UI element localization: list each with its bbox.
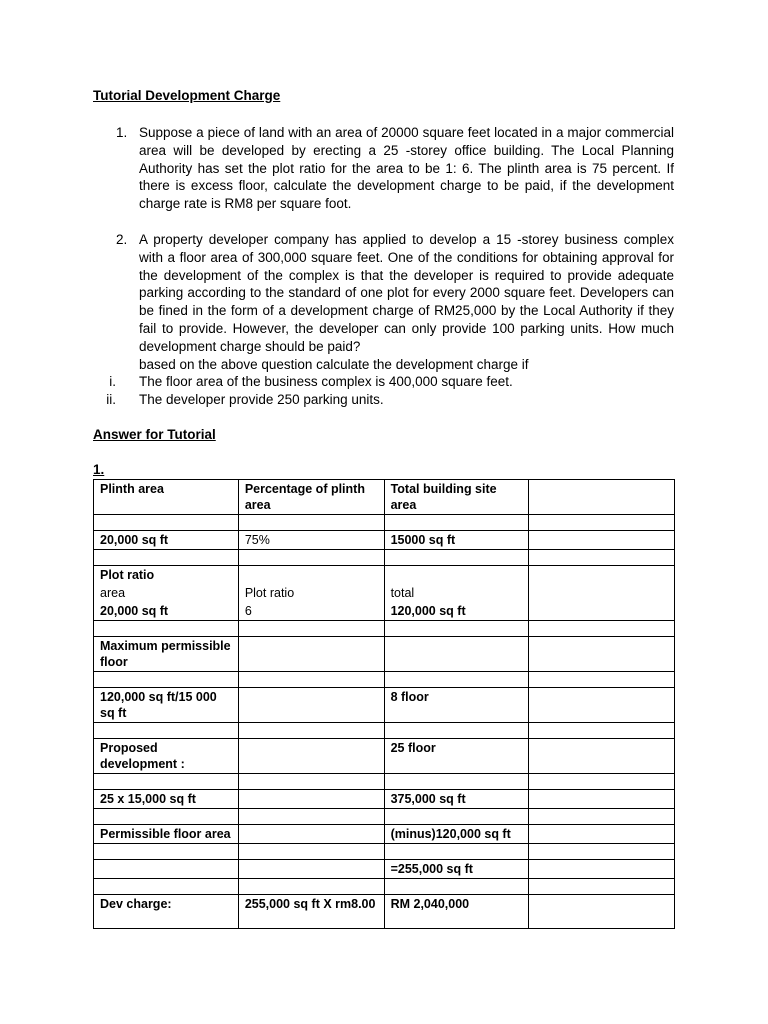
table-cell bbox=[238, 739, 384, 774]
table-cell bbox=[384, 879, 529, 895]
table-cell: Proposed development : bbox=[94, 739, 239, 774]
table-cell bbox=[529, 739, 675, 774]
table-cell bbox=[529, 531, 675, 550]
table-cell bbox=[529, 860, 675, 879]
table-cell bbox=[384, 550, 529, 566]
table-cell bbox=[238, 860, 384, 879]
table-cell bbox=[238, 621, 384, 637]
table-cell bbox=[94, 515, 239, 531]
table-cell bbox=[94, 774, 239, 790]
table-cell bbox=[529, 844, 675, 860]
table-cell: 120,000 sq ft/15 000 sq ft bbox=[94, 688, 239, 723]
table-cell bbox=[384, 774, 529, 790]
table-row bbox=[94, 688, 675, 723]
table-cell bbox=[238, 790, 384, 809]
table-row bbox=[94, 895, 675, 929]
table-cell bbox=[238, 723, 384, 739]
table-row bbox=[94, 860, 675, 879]
table-cell bbox=[529, 550, 675, 566]
table-cell bbox=[238, 825, 384, 844]
question-number: 1. bbox=[116, 125, 128, 140]
answer-number: 1. bbox=[93, 462, 105, 477]
table-cell bbox=[384, 515, 529, 531]
table-cell bbox=[238, 515, 384, 531]
question-text bbox=[139, 124, 674, 213]
table-cell: 8 floor bbox=[384, 688, 529, 723]
table-cell: Plinth area bbox=[94, 480, 239, 515]
table-cell bbox=[238, 550, 384, 566]
table-row bbox=[94, 825, 675, 844]
table-cell bbox=[94, 550, 239, 566]
table-row bbox=[94, 621, 675, 637]
table-row bbox=[94, 723, 675, 739]
question-text bbox=[139, 231, 674, 373]
table-cell: 375,000 sq ft bbox=[384, 790, 529, 809]
table-cell bbox=[94, 621, 239, 637]
table-cell bbox=[529, 672, 675, 688]
table-cell bbox=[94, 672, 239, 688]
table-row bbox=[94, 531, 675, 550]
table-cell bbox=[384, 621, 529, 637]
table-cell bbox=[529, 621, 675, 637]
table-cell: Plot ratio bbox=[238, 584, 384, 602]
table-cell bbox=[94, 844, 239, 860]
table-row bbox=[94, 584, 675, 602]
table-cell: =255,000 sq ft bbox=[384, 860, 529, 879]
table-cell bbox=[529, 774, 675, 790]
table-cell: Dev charge: bbox=[94, 895, 239, 929]
table-row bbox=[94, 637, 675, 672]
table-cell: Permissible floor area bbox=[94, 825, 239, 844]
table-cell: 120,000 sq ft bbox=[384, 602, 529, 621]
table-cell: 20,000 sq ft bbox=[94, 602, 239, 621]
table-cell bbox=[238, 809, 384, 825]
table-cell: 25 floor bbox=[384, 739, 529, 774]
table-row bbox=[94, 879, 675, 895]
table-cell bbox=[384, 672, 529, 688]
table-cell: Total building site area bbox=[384, 480, 529, 515]
table-cell: 20,000 sq ft bbox=[94, 531, 239, 550]
table-row bbox=[94, 480, 675, 515]
table-cell bbox=[94, 879, 239, 895]
table-cell bbox=[529, 637, 675, 672]
table-cell bbox=[94, 723, 239, 739]
table-cell bbox=[529, 895, 675, 929]
table-cell: Plot ratio bbox=[94, 566, 239, 585]
table-cell: 255,000 sq ft X rm8.00 bbox=[238, 895, 384, 929]
page-title: Tutorial Development Charge bbox=[93, 88, 281, 103]
table-cell bbox=[529, 723, 675, 739]
table-cell bbox=[529, 879, 675, 895]
table-row bbox=[94, 790, 675, 809]
subitem-number: i. bbox=[109, 374, 116, 389]
question-1-text: Suppose a piece of land with an area of 20000 square feet located in a major commercial area will be developed by erecting a 25 -storey office building. The Local Planning Authority has set the plot ratio for the area to be 1: 6. The plinth area is 75 percent. If there is excess floor, calculate the development charge to be paid, if the development charge rate is RM8 per square foot. bbox=[139, 125, 674, 212]
question-2-followup: based on the above question calculate the development charge if bbox=[139, 356, 529, 372]
table-cell: Percentage of plinth area bbox=[238, 480, 384, 515]
table-row bbox=[94, 566, 675, 585]
table-row bbox=[94, 672, 675, 688]
question-2-text: A property developer company has applied to develop a 15 -storey business complex with a floor area of 300,000 square feet. One of the conditions for obtaining approval for the development of the complex is that the developer is required to provide adequate parking according to the standard of one plot for every 2000 square feet. Developers can be fined in the form of a development charge of RM25,000 by the Local Authority if they fail to provide. However, the developer can only provide 100 parking units. How much development charge should be paid? bbox=[139, 232, 674, 354]
table-cell bbox=[384, 809, 529, 825]
table-cell bbox=[238, 844, 384, 860]
table-row bbox=[94, 602, 675, 621]
table-cell: 75% bbox=[238, 531, 384, 550]
table-cell bbox=[238, 566, 384, 585]
table-cell bbox=[94, 860, 239, 879]
table-cell: (minus)120,000 sq ft bbox=[384, 825, 529, 844]
table-cell bbox=[384, 637, 529, 672]
table-row bbox=[94, 739, 675, 774]
table-cell: Maximum permissible floor bbox=[94, 637, 239, 672]
table-cell bbox=[384, 844, 529, 860]
answer-heading: Answer for Tutorial bbox=[93, 427, 216, 442]
table-cell bbox=[529, 688, 675, 723]
table-cell bbox=[529, 790, 675, 809]
table-cell bbox=[238, 637, 384, 672]
table-cell: 6 bbox=[238, 602, 384, 621]
table-cell bbox=[238, 672, 384, 688]
table-cell: area bbox=[94, 584, 239, 602]
table-cell bbox=[529, 809, 675, 825]
table-row bbox=[94, 809, 675, 825]
table-cell bbox=[238, 774, 384, 790]
subitem-text: The developer provide 250 parking units. bbox=[139, 392, 384, 407]
question-number: 2. bbox=[116, 232, 128, 247]
table-cell bbox=[529, 584, 675, 602]
table-cell bbox=[529, 602, 675, 621]
table-row bbox=[94, 844, 675, 860]
table-cell bbox=[529, 480, 675, 515]
table-cell bbox=[94, 809, 239, 825]
table-cell bbox=[384, 723, 529, 739]
table-cell: total bbox=[384, 584, 529, 602]
table-cell: RM 2,040,000 bbox=[384, 895, 529, 929]
table-cell bbox=[238, 688, 384, 723]
table-cell: 25 x 15,000 sq ft bbox=[94, 790, 239, 809]
table-cell bbox=[384, 566, 529, 585]
table-row bbox=[94, 774, 675, 790]
table-cell bbox=[238, 879, 384, 895]
answer-table bbox=[93, 479, 675, 929]
table-cell bbox=[529, 825, 675, 844]
table-cell bbox=[529, 566, 675, 585]
table-row bbox=[94, 550, 675, 566]
subitem-number: ii. bbox=[106, 392, 116, 407]
table-row bbox=[94, 515, 675, 531]
table-cell bbox=[529, 515, 675, 531]
subitem-text: The floor area of the business complex is 400,000 square feet. bbox=[139, 374, 513, 389]
table-cell: 15000 sq ft bbox=[384, 531, 529, 550]
